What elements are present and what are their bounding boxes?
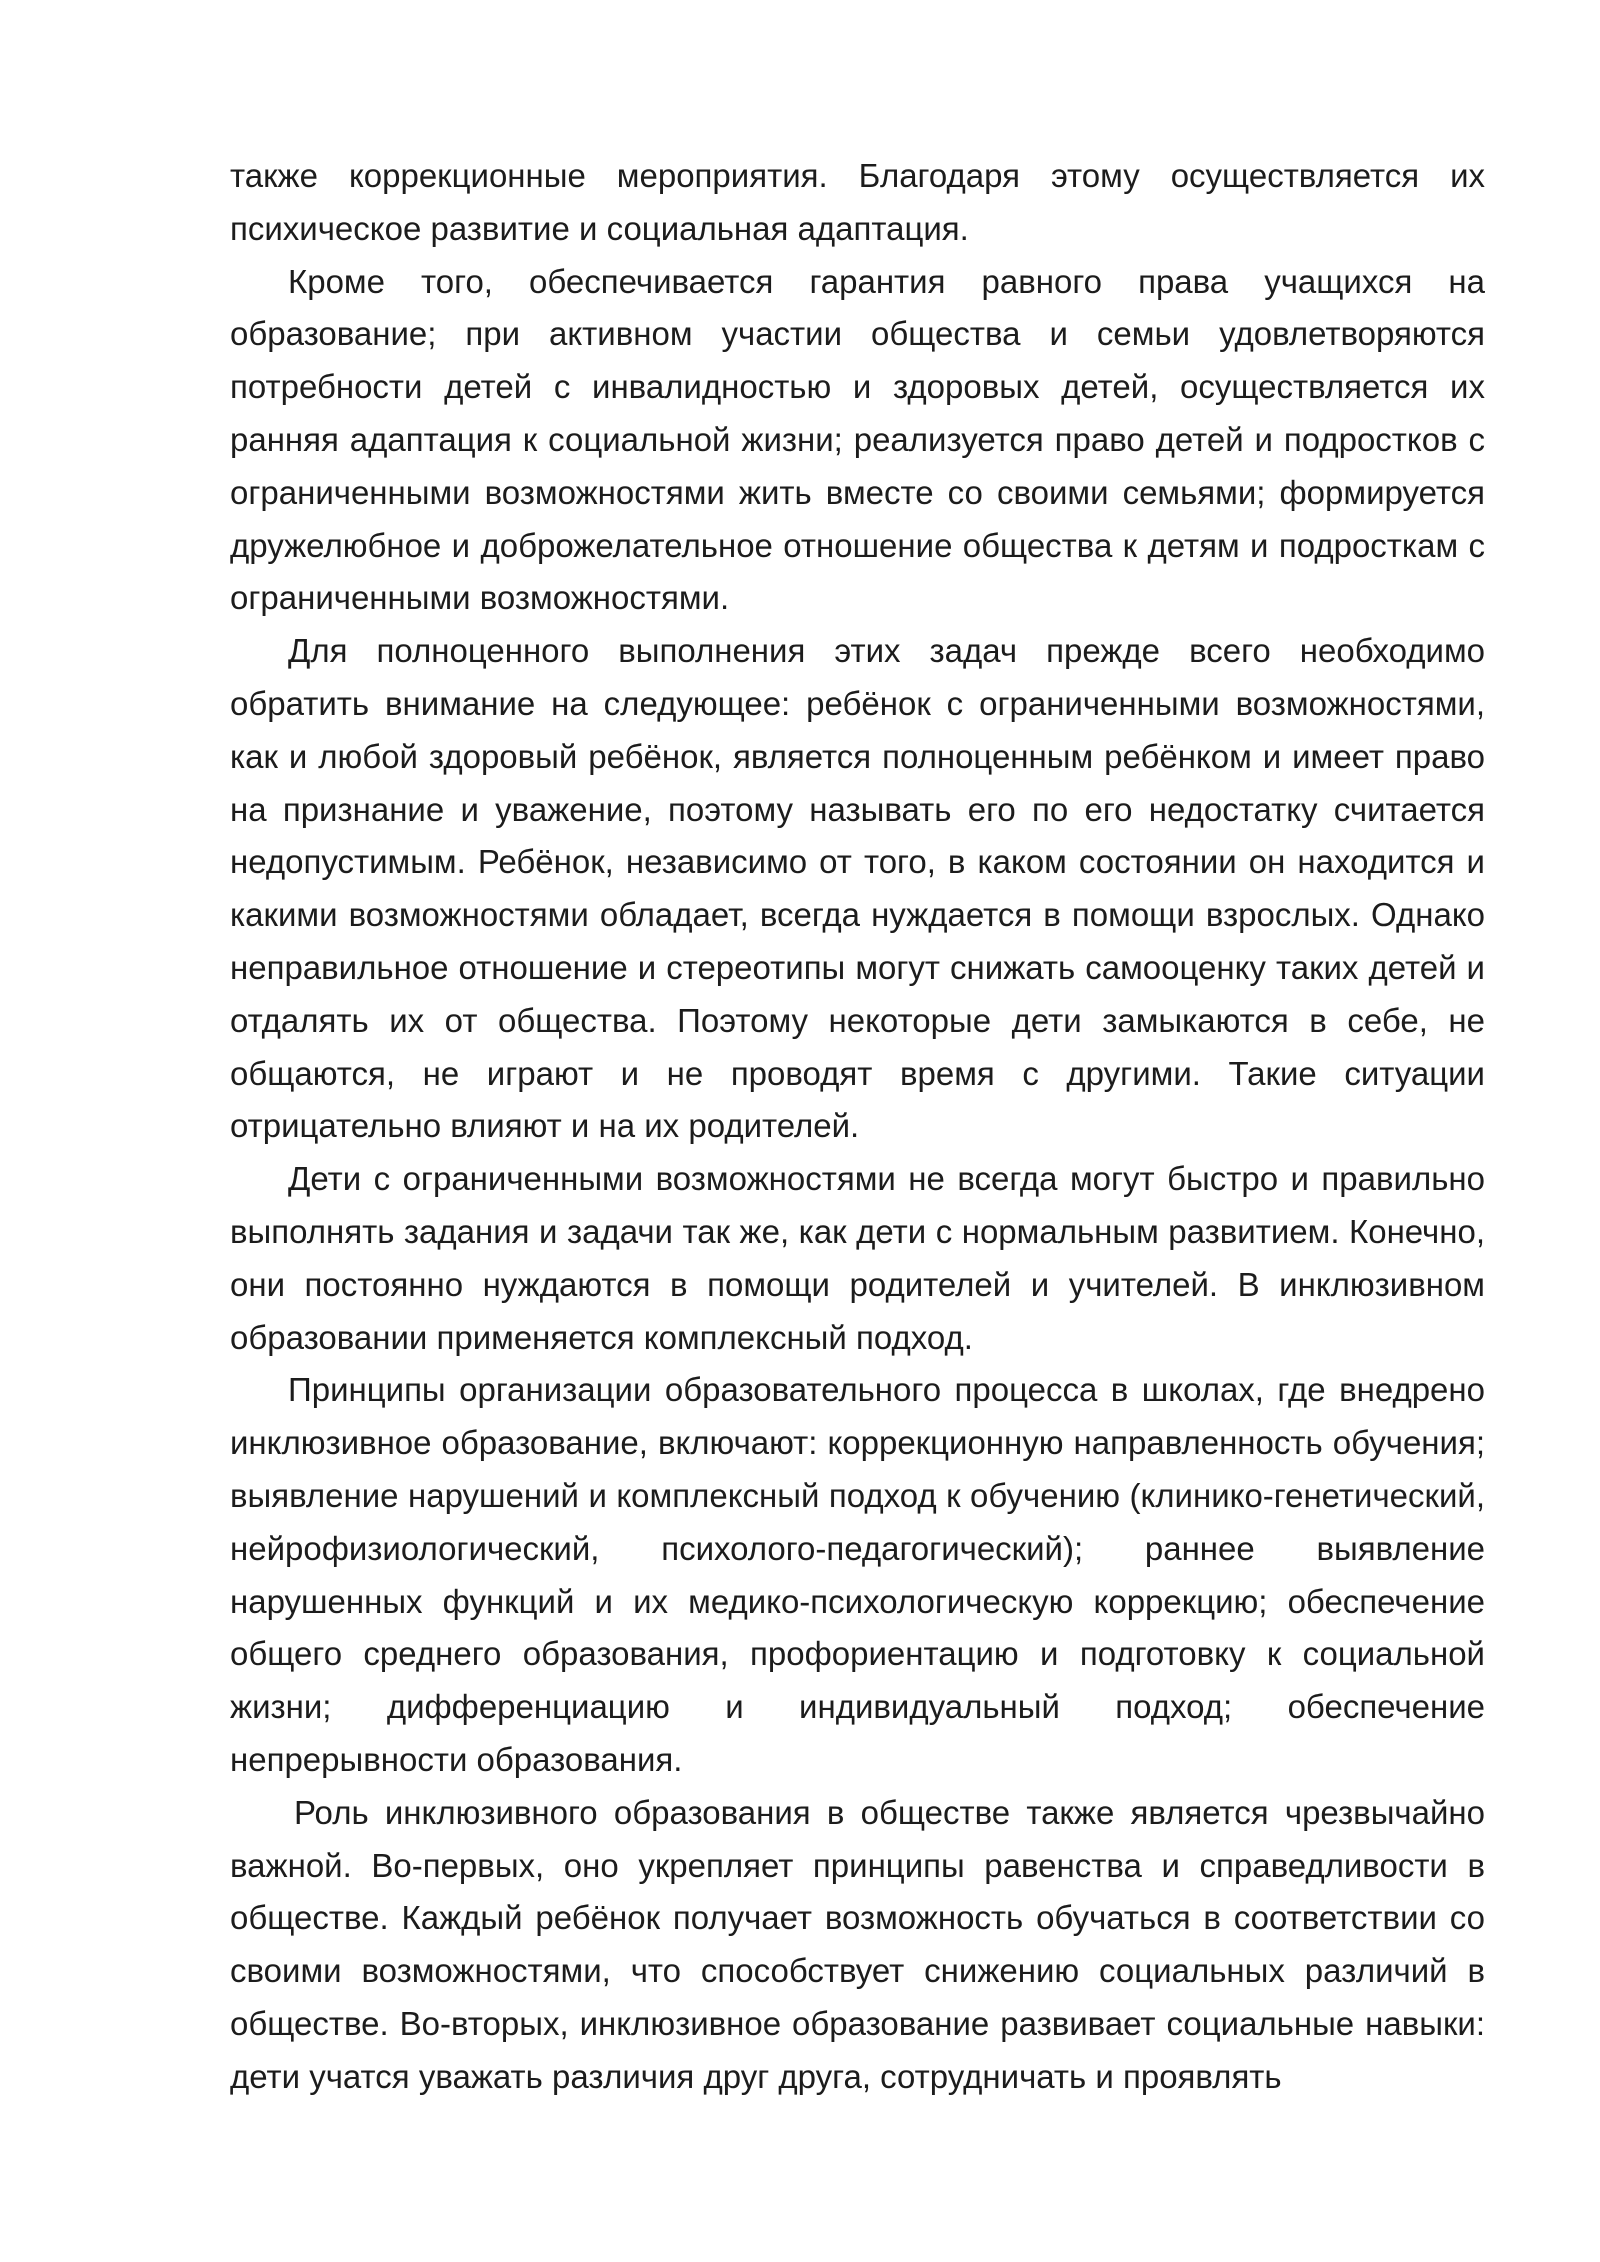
paragraph-organization-principles: Принципы организации образовательного процесса в школах, где внедрено инклюзивное образование, включают: коррекционную направленность обучения; выявление нарушений и комплексный подход к обучению (клинико-генетический, нейрофизиологический, психолого-педагогический); раннее выявление нарушенных функций и их медико-психологическую коррекцию; обеспечение общего среднего образования, профориентацию и подготовку к социальной жизни; дифференциацию и индивидуальный подход; обеспечение непрерывности образования. [230, 1371, 1485, 1778]
paragraph-equal-rights: Кроме того, обеспечивается гарантия равного права учащихся на образование; при активном участии общества и семьи удовлетворяются потребности детей с инвалидностью и здоровых детей, осуществляется их ранняя адаптация к социальной жизни; реализуется право детей и подростков с ограниченными возможностями жить вместе со своими семьями; формируется дружелюбное и доброжелательное отношение общества к детям и подросткам с ограниченными возможностями. [230, 262, 1485, 617]
paragraph-child-dignity: Для полноценного выполнения этих задач прежде всего необходимо обратить внимание на следующее: ребёнок с ограниченными возможностями, как и любой здоровый ребёнок, является полноценным ребёнком и имеет право на признание и уважение, поэтому называть его по его недостатку считается недопустимым. Ребёнок, независимо от того, в каком состоянии он находится и какими возможностями обладает, всегда нуждается в помощи взрослых. Однако неправильное отношение и стереотипы могут снижать самооценку таких детей и отдалять их от общества. Поэтому некоторые дети замыкаются в себе, не общаются, не играют и не проводят время с другими. Такие ситуации отрицательно влияют и на их родителей. [230, 632, 1485, 1145]
document-body [230, 150, 1485, 2103]
paragraph-complex-approach: Дети с ограниченными возможностями не всегда могут быстро и правильно выполнять задания и задачи так же, как дети с нормальным развитием. Конечно, они постоянно нуждаются в помощи родителей и учителей. В инклюзивном образовании применяется комплексный подход. [230, 1160, 1485, 1356]
paragraph-role-of-inclusive-education: Роль инклюзивного образования в обществе также является чрезвычайно важной. Во-первых, оно укрепляет принципы равенства и справедливости в обществе. Каждый ребёнок получает возможность обучаться в соответствии со своими возможностями, что способствует снижению социальных различий в обществе. Во-вторых, инклюзивное образование развивает социальные навыки: дети учатся уважать различия друг друга, сотрудничать и проявлять [230, 1793, 1485, 2095]
paragraph-continuation: также коррекционные мероприятия. Благодаря этому осуществляется их психическое развитие и социальная адаптация. [230, 157, 1485, 247]
